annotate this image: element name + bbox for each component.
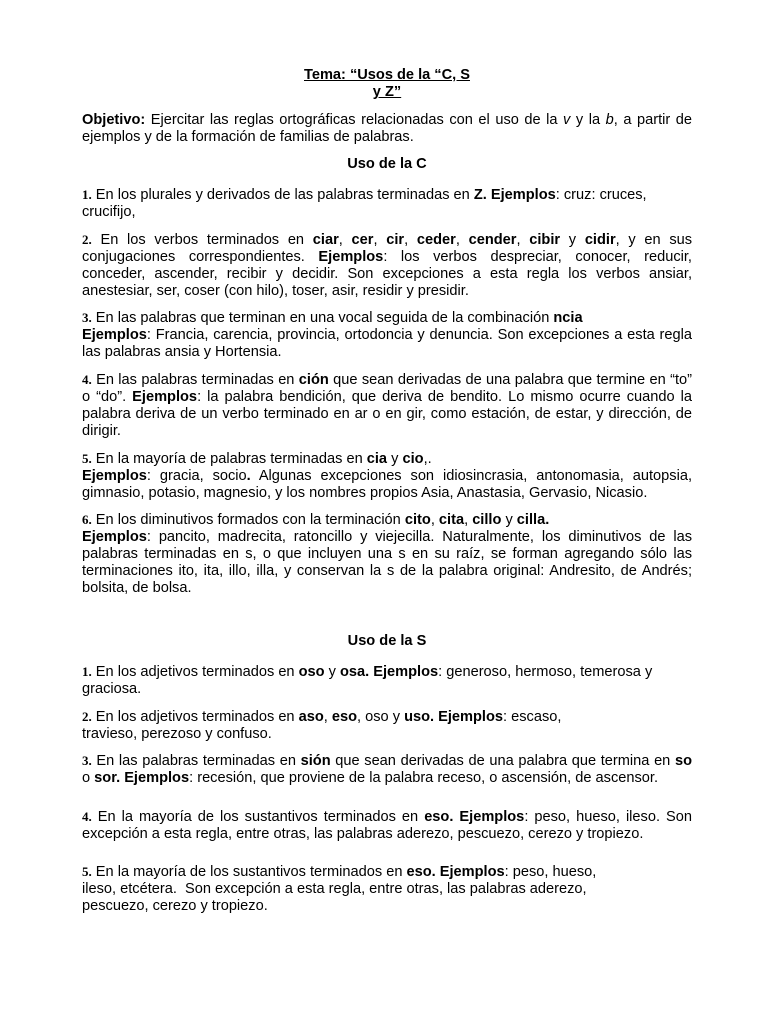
rule-number: 2.: [82, 709, 92, 724]
rule-number: 1.: [82, 187, 92, 202]
document-title-line1: Tema: “Usos de la “C, S: [304, 67, 470, 83]
c-rule-3: 3. En las palabras que terminan en una vocal seguida de la combinación ncia Ejemplos: Francia, carencia, provincia, ortodoncia y denuncia. Son excepciones a esta regla las palabras ansia y Hortensia.: [82, 310, 692, 360]
c-rule-5: 5. En la mayoría de palabras terminadas en cia y cio,. Ejemplos: gracia, socio. Algunas excepciones son idiosincrasia, antonomasia, autopsia, gimnasio, potasio, magnesio, y los nombres propios Asia, Anastasia, Gervasio, Nicasio.: [82, 451, 692, 501]
rule-number: 5.: [82, 451, 92, 466]
s-rule-2: 2. En los adjetivos terminados en aso, eso, oso y uso. Ejemplos: escaso, travieso, perezoso y confuso.: [82, 709, 562, 742]
c-rule-6: 6. En los diminutivos formados con la terminación cito, cita, cillo y cilla. Ejemplos: pancito, madrecita, ratoncillo y viejecilla. Naturalmente, los diminutivos de las palabras terminadas en s, o que incluyen una s en su raíz, se forman agregando sólo las terminaciones ito, ita, illo, illa, y conservan la s de la palabra original: Andresito, de Andrés; bolsita, de bolsa.: [82, 512, 692, 596]
rule-number: 4.: [82, 809, 92, 824]
rule-number: 1.: [82, 664, 92, 679]
objective-text-3: , a partir de ejemplos y de la formación de familias de palabras.: [82, 112, 692, 145]
section-heading-c: Uso de la C: [347, 156, 427, 172]
rule-number: 3.: [82, 310, 92, 325]
rule-number: 5.: [82, 864, 92, 879]
objective-letter-v: v: [563, 112, 571, 128]
objective-paragraph: [82, 112, 692, 146]
s-rule-4: 4. En la mayoría de los sustantivos terminados en eso. Ejemplos: peso, hueso, ileso. Son excepción a esta regla, entre otras, las palabras aderezo, pescuezo, cerezo y tropiezo.: [82, 809, 692, 842]
objective-label: Objetivo:: [82, 112, 146, 128]
objective-text-1: Ejercitar las reglas ortográficas relacionadas con el uso de la: [145, 112, 564, 128]
s-rule-5: 5. En la mayoría de los sustantivos terminados en eso. Ejemplos: peso, hueso, ileso, etcétera. Son excepción a esta regla, entre otras, las palabras aderezo, pescuezo, cerezo y tropiezo.: [82, 864, 597, 914]
c-rule-4: 4. En las palabras terminadas en ción que sean derivadas de una palabra que termine en “to” o “do”. Ejemplos: la palabra bendición, que deriva de bendito. Lo mismo ocurre cuando la palabra deriva de un verbo terminado en ar o en gir, como estación, de estar, y dirección, de dirigir.: [82, 372, 693, 439]
objective-letter-b: b: [605, 112, 614, 128]
rule-number: 4.: [82, 372, 92, 387]
c-rule-2: 2. En los verbos terminados en ciar, cer, cir, ceder, cender, cibir y cidir, y en sus conjugaciones correspondientes. Ejemplos: los verbos despreciar, conocer, reducir, conceder, ascender, recibir y decidir. Son excepciones a esta regla los verbos ansiar, anestesiar, ser, coser (con hilo), toser, asir, residir y presidir.: [82, 232, 693, 299]
section-heading-s: Uso de la S: [347, 633, 427, 649]
objective-text-2: y la: [570, 112, 606, 128]
rule-number: 2.: [82, 232, 92, 247]
s-rule-3: 3. En las palabras terminadas en sión que sean derivadas de una palabra que termina en so o sor. Ejemplos: recesión, que proviene de la palabra receso, o ascensión, de ascensor.: [82, 753, 692, 786]
rule-number: 3.: [82, 753, 92, 768]
document-title-line2: y Z”: [372, 84, 402, 100]
rule-number: 6.: [82, 512, 92, 527]
c-rule-1: 1. En los plurales y derivados de las palabras terminadas en Z. Ejemplos: cruz: cruces, crucifijo,: [82, 187, 647, 220]
s-rule-1: 1. En los adjetivos terminados en oso y osa. Ejemplos: generoso, hermoso, temerosa y graciosa.: [82, 664, 653, 697]
